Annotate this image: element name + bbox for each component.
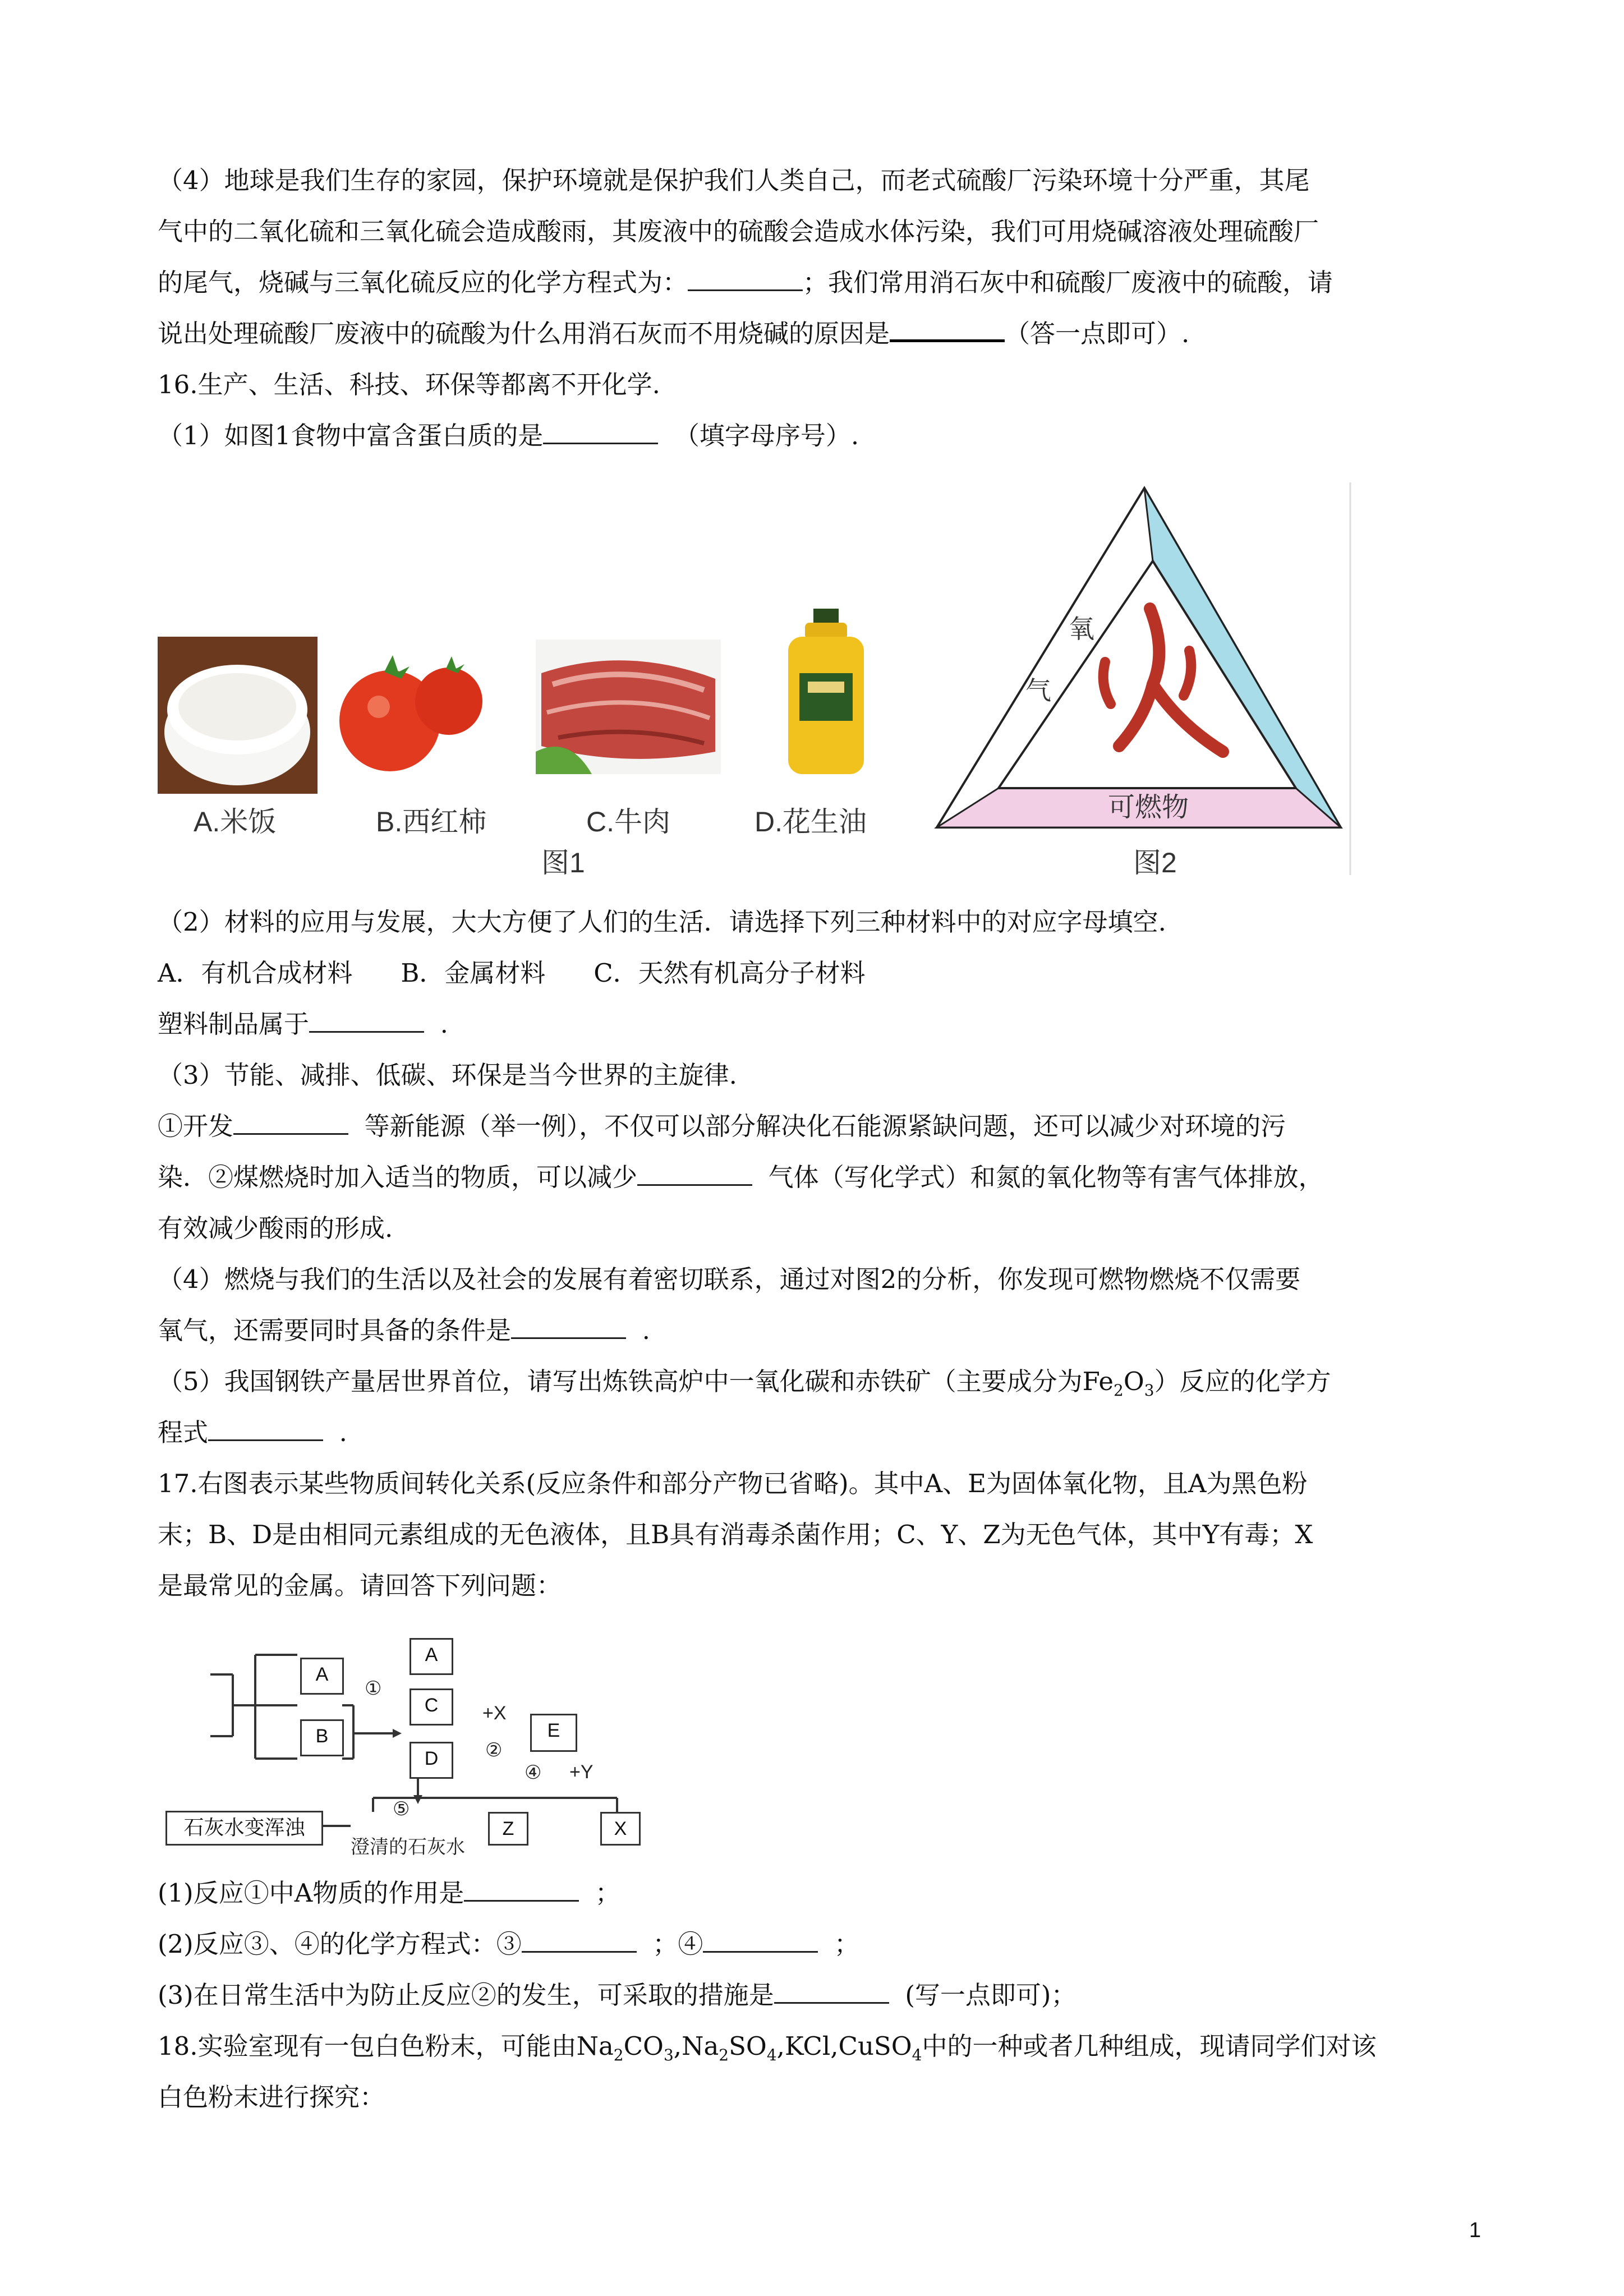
question-16-title: 16.生产、生活、科技、环保等都离不开化学. <box>158 370 660 399</box>
figure-2-caption: 图2 <box>1133 847 1177 878</box>
answer-blank[interactable] <box>464 1878 579 1902</box>
beef-image <box>536 639 721 774</box>
text-line: 说出处理硫酸厂废液中的硫酸为什么用消石灰而不用烧碱的原因是 （答一点即可）. <box>158 317 1189 351</box>
question-17-title: 17.右图表示某些物质间转化关系(反应条件和部分产物已省略)。其中A、E为固体氧化物，且A为黑色粉 <box>158 1469 1308 1498</box>
oxygen-label: 氧 <box>1069 614 1094 643</box>
answer-blank[interactable] <box>637 1162 752 1186</box>
text-line: (1)反应①中A物质的作用是 ； <box>158 1878 620 1908</box>
page-number: 1 <box>1469 2219 1481 2242</box>
reaction-2-label: ② <box>485 1740 503 1761</box>
text-line: ①开发 等新能源（举一例），不仅可以部分解决化石能源紧缺问题，还可以减少对环境的污 <box>158 1111 1286 1141</box>
flow-node-b: B <box>300 1719 344 1756</box>
text-line: 的尾气，烧碱与三氧化硫反应的化学方程式为： ；我们常用消石灰中和硫酸厂废液中的硫酸，请 <box>158 268 1333 297</box>
flow-node-x: X <box>600 1812 641 1846</box>
text-line: (3)在日常生活中为防止反应②的发生，可采取的措施是 (写一点即可)； <box>158 1980 1076 2010</box>
plus-y-label: +Y <box>569 1761 594 1783</box>
flow-node-d: D <box>410 1742 453 1779</box>
combustible-label: 可燃物 <box>1108 793 1189 822</box>
answer-blank[interactable] <box>511 1315 626 1339</box>
answer-blank[interactable] <box>774 1980 889 2004</box>
text-line: 末；B、D是由相同元素组成的无色液体，且B具有消毒杀菌作用；C、Y、Z为无色气体，其中Y有毒；X <box>158 1520 1313 1549</box>
text-line: （2）材料的应用与发展，大大方便了人们的生活．请选择下列三种材料中的对应字母填空. <box>158 907 1166 937</box>
flow-node-e: E <box>530 1714 577 1752</box>
rice-image <box>158 637 318 794</box>
answer-blank[interactable] <box>233 1111 348 1135</box>
answer-blank[interactable] <box>208 1417 323 1441</box>
text-line: （4）燃烧与我们的生活以及社会的发展有着密切联系，通过对图2的分析，你发现可燃物燃烧不仅需要 <box>158 1264 1301 1294</box>
reaction-1-label: ① <box>365 1678 382 1699</box>
food-label-d: D.花生油 <box>755 806 867 838</box>
tomato-image <box>337 639 488 777</box>
reaction-4-label: ④ <box>525 1762 542 1783</box>
flow-node-a: A <box>300 1658 344 1695</box>
figure-1-caption: 图1 <box>541 847 585 878</box>
text-line: 有效减少酸雨的形成. <box>158 1213 393 1243</box>
answer-blank[interactable] <box>688 267 803 291</box>
food-label-c: C.牛肉 <box>586 806 670 838</box>
peanut-oil-image <box>783 609 869 777</box>
text-line: 气中的二氧化硫和三氧化硫会造成酸雨，其废液中的硫酸会造成水体污染，我们可用烧碱溶液处理硫酸厂 <box>158 217 1319 246</box>
oxygen-label: 气 <box>1025 676 1051 705</box>
answer-blank[interactable] <box>703 1929 818 1953</box>
flow-node-limewater-result: 石灰水变浑浊 <box>165 1811 323 1846</box>
flow-node-a: A <box>410 1638 453 1675</box>
flow-node-z: Z <box>488 1812 528 1846</box>
food-label-a: A.米饭 <box>194 806 277 838</box>
text-line: （4）地球是我们生存的家园，保护环境就是保护我们人类自己，而老式硫酸厂污染环境十分严重，其尾 <box>158 165 1310 195</box>
flow-node-c: C <box>410 1688 453 1726</box>
limewater-label: 澄清的石灰水 <box>351 1837 465 1858</box>
answer-blank[interactable] <box>309 1009 424 1033</box>
text-line: 塑料制品属于 . <box>158 1009 448 1039</box>
text-line: 氧气，还需要同时具备的条件是 . <box>158 1315 650 1345</box>
plus-x-label: +X <box>482 1703 507 1724</box>
text-line: (2)反应③、④的化学方程式：③ ；④ ； <box>158 1929 859 1959</box>
answer-blank[interactable] <box>522 1929 637 1953</box>
text-line: （5）我国钢铁产量居世界首位，请写出炼铁高炉中一氧化碳和赤铁矿（主要成分为$Fe_2O_3$）反应的化学方 <box>158 1366 1331 1400</box>
question-18-title: 18.实验室现有一包白色粉末，可能由$Na_2CO_3,Na_2SO_4,KCl,CuSO_4$中的一种或者几种组成，现请同学们对该 <box>158 2031 1377 2064</box>
answer-blank[interactable] <box>543 420 658 444</box>
text-line: A．有机合成材料 B．金属材料 C．天然有机高分子材料 <box>158 958 866 988</box>
text-line: 程式 . <box>158 1418 347 1447</box>
text-line: 染．②煤燃烧时加入适当的物质，可以减少 气体（写化学式）和氮的氧化物等有害气体排放， <box>158 1162 1324 1192</box>
text-line: （1）如图1食物中富含蛋白质的是 （填字母序号）. <box>158 421 859 450</box>
text-line: 是最常见的金属。请回答下列问题： <box>158 1571 562 1600</box>
reaction-5-label: ⑤ <box>393 1798 410 1820</box>
answer-blank[interactable] <box>890 317 1005 342</box>
text-line: 白色粉末进行探究： <box>158 2082 385 2112</box>
text-line: （3）节能、减排、低碳、环保是当今世界的主旋律. <box>158 1060 737 1090</box>
food-label-b: B.西红柿 <box>376 806 487 838</box>
